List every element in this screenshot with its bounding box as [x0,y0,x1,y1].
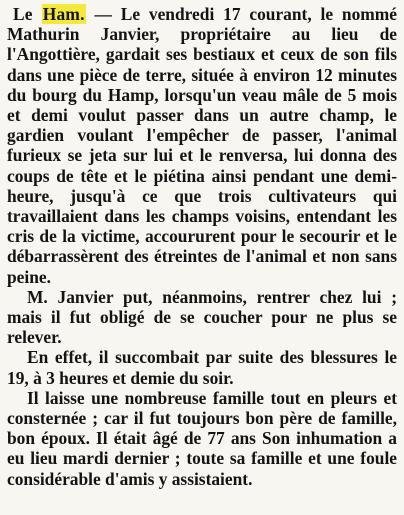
paragraph-text: — Le vendredi 17 courant, le nommé Mathurin Janvier, propriétaire au lieu de l'Angottière, gardait ses bestiaux et ceux de son fils dans une pièce de terre, située à environ 12 minutes du bourg du Hamp, lorsqu'un veau mâle de 5 mois et demi voulut passer dans un autre champ, le gardien voulant l'empêcher de passer, l'animal furieux se jeta sur lui et le renversa, lui donna des coups de tête et le piétina ainsi pendant une demi-heure, jusqu'à ce que trois cultivateurs qui travaillaient dans les champs voisins, entendant les cris de la victime, accoururent pour le secourir et le débarrassèrent des étreintes de l'animal et non sans peine. [7,4,397,287]
article-paragraph-1 [7,4,397,287]
dateline-prefix: Le [13,4,33,24]
article-paragraph-2: M. Janvier put, néanmoins, rentrer chez lui ; mais il fut obligé de se coucher pour ne plus se relever. [7,286,397,348]
dateline [13,4,86,24]
dateline-place: Ham. [42,4,85,24]
article-paragraph-4: Il laisse une nombreuse famille tout en pleurs et consternée ; car il fut toujours bon père de famille, bon époux. Il était âgé de 77 ans Son inhumation a eu lieu mardi dernier ; toute sa famille et une foule considérable d'amis y assistaient. [7,387,397,489]
article-paragraph-3: En effet, il succombait par suite des blessures le 19, à 3 heures et demie du soir. [7,347,397,388]
